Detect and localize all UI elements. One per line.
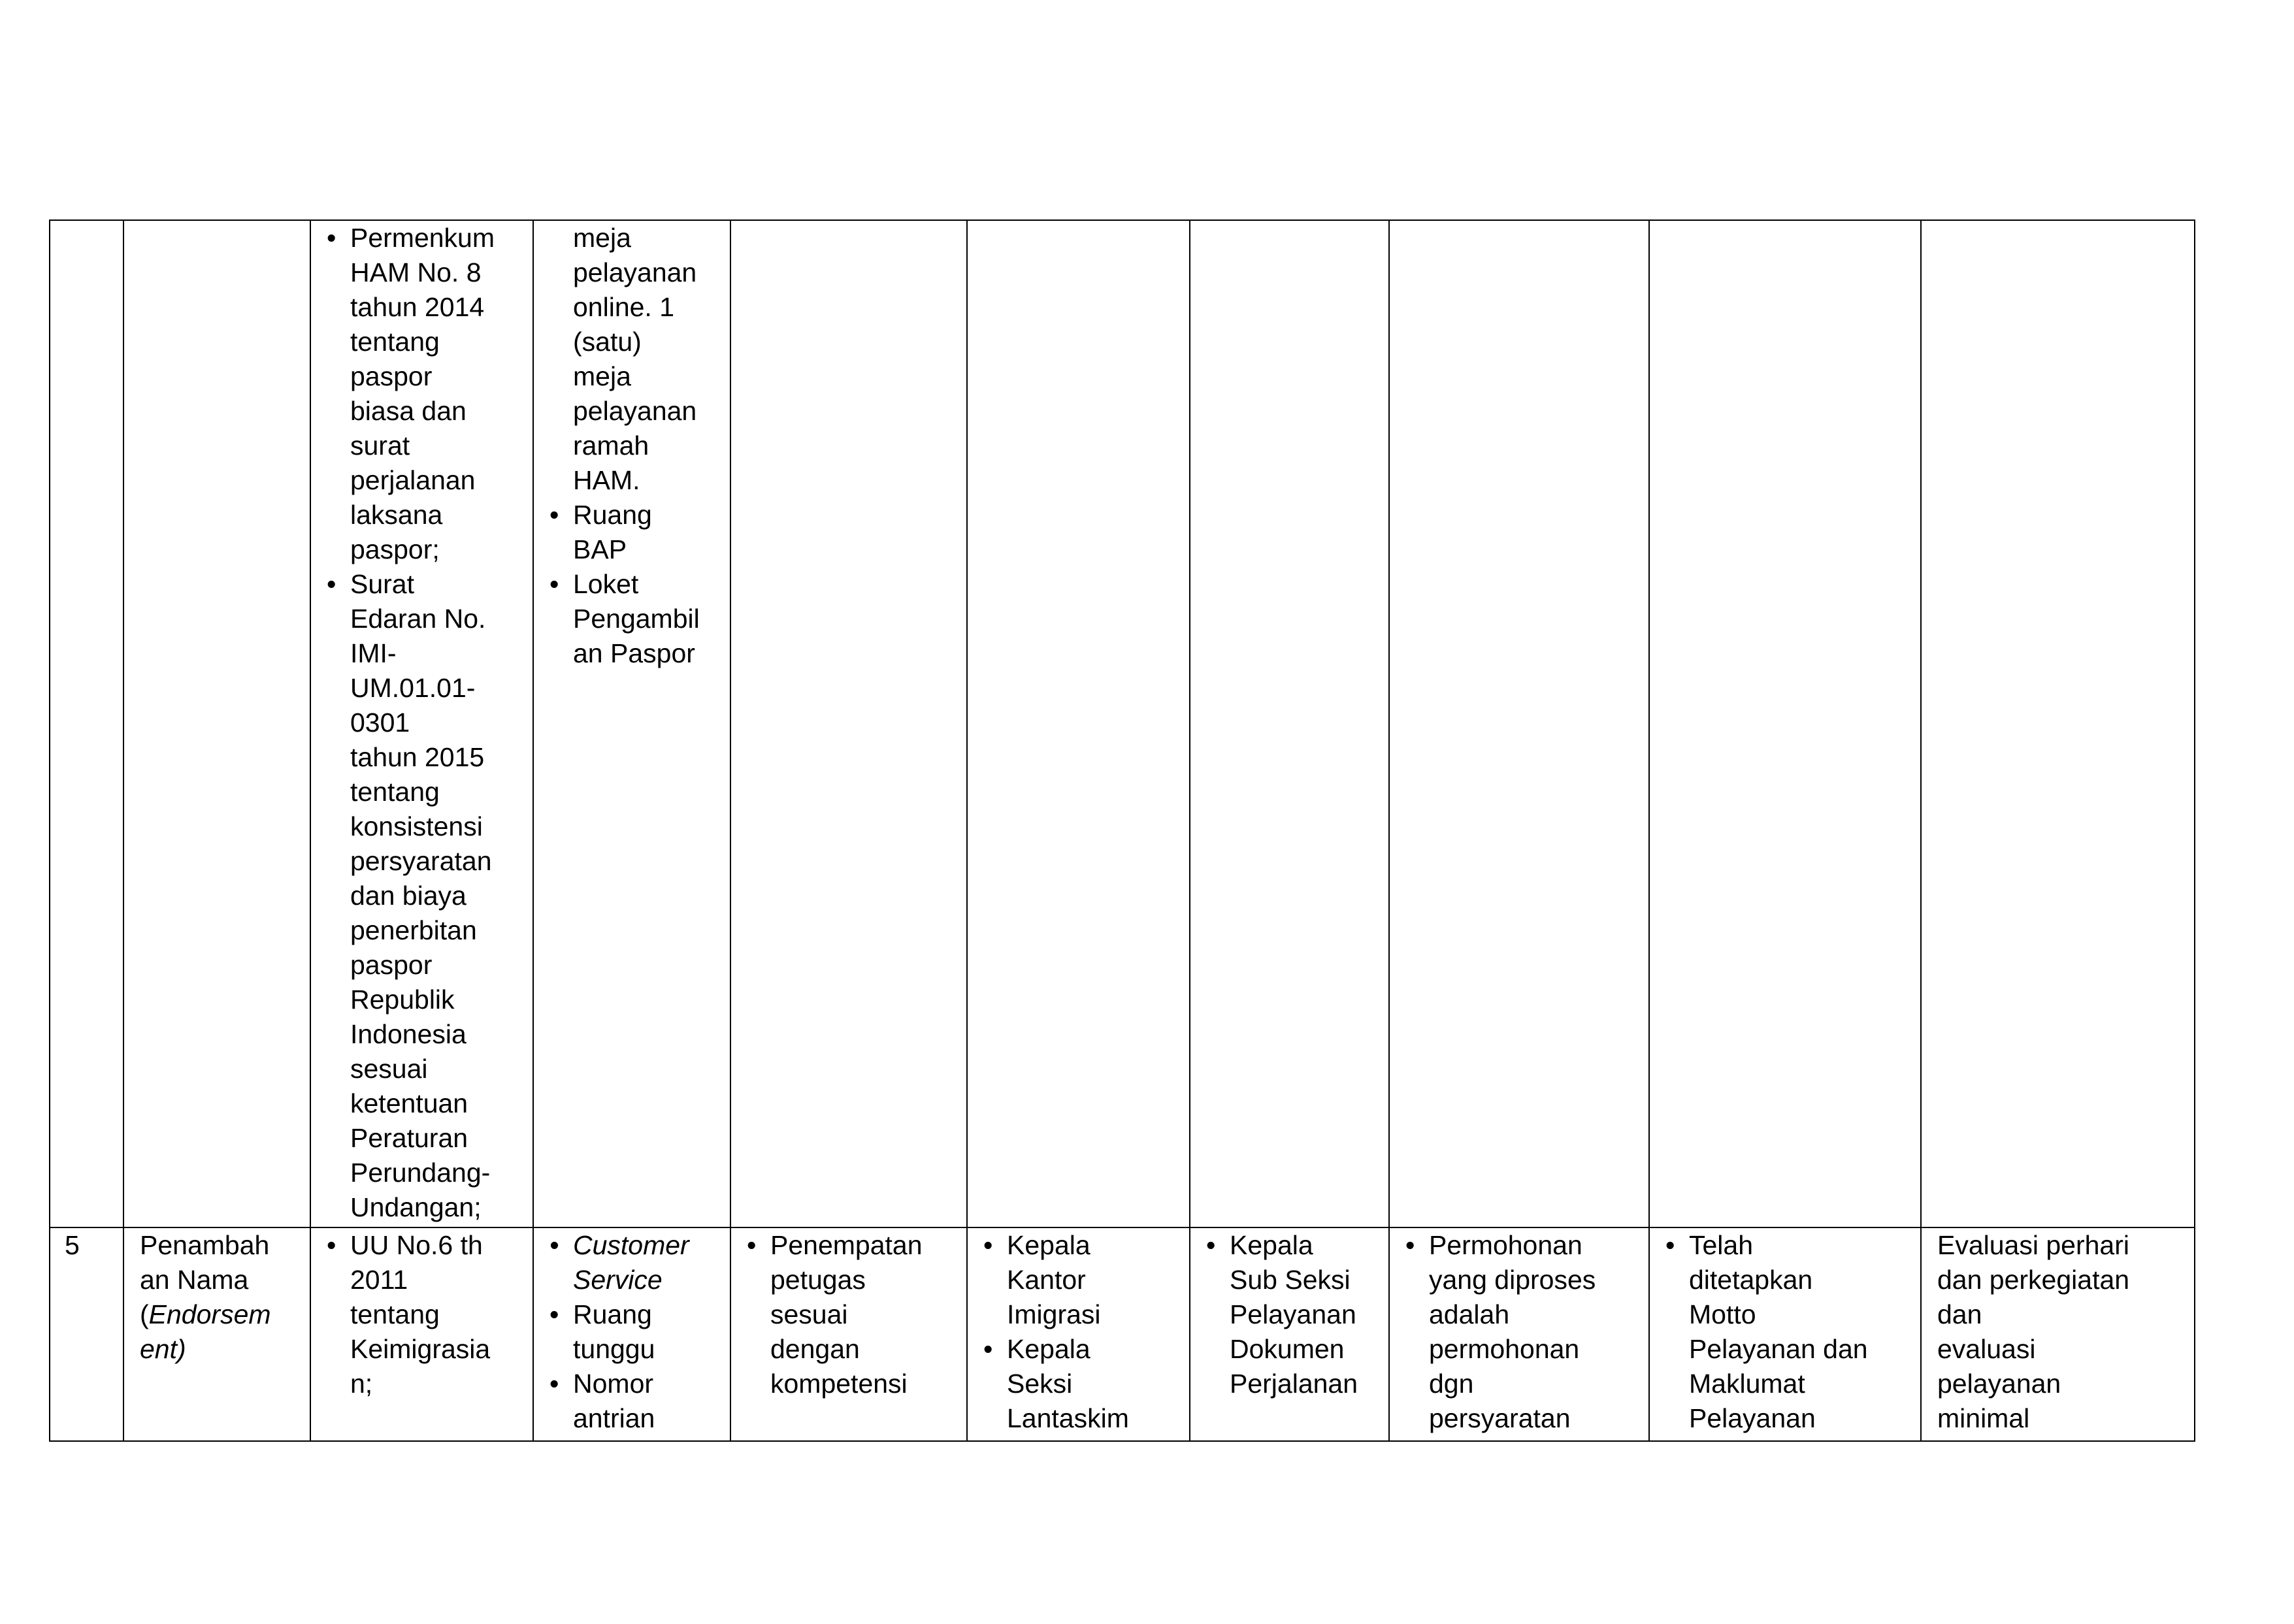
list-item: • Nomor antrian — [549, 1367, 721, 1436]
list-item: • Kepala Sub Seksi Pelayanan Dokumen Perjalanan — [1206, 1228, 1379, 1401]
cell-regulations — [310, 1227, 533, 1441]
cell-staff — [1190, 1227, 1389, 1441]
cell-facilities — [533, 1227, 730, 1441]
cell-competence — [730, 1227, 967, 1441]
cell-number-empty — [50, 220, 123, 1227]
service-standard-table — [49, 219, 2195, 1442]
list-item: • Loket Pengambil an Paspor — [549, 567, 721, 671]
cell-empty — [1649, 220, 1921, 1227]
cell-number — [50, 1227, 123, 1441]
cell-empty — [967, 220, 1190, 1227]
cell-supervision — [967, 1227, 1190, 1441]
list-item: • Kepala Seksi Lantaskim — [983, 1332, 1180, 1436]
cell-service-empty — [123, 220, 310, 1227]
cell-security — [1649, 1227, 1921, 1441]
list-item: • Surat Edaran No. IMI- UM.01.01- 0301 tahun 2015 tentang konsistensi persyaratan dan biaya penerbitan paspor Republik Indonesia sesuai ketentuan Peraturan Perundang- Undangan; — [327, 567, 523, 1225]
evaluation-text: Evaluasi perhari dan perkegiatan dan evaluasi pelayanan minimal — [1937, 1230, 2130, 1433]
service-name: Penambah an Nama ( — [140, 1230, 270, 1329]
list-item: • Permohonan yang diproses adalah permohonan dgn persyaratan — [1405, 1228, 1639, 1436]
cell-regulations — [310, 220, 533, 1227]
cell-facilities — [533, 220, 730, 1227]
cell-empty — [1190, 220, 1389, 1227]
list-item: • Customer Service — [549, 1228, 721, 1297]
cell-empty — [1921, 220, 2195, 1227]
list-item: • Kepala Kantor Imigrasi — [983, 1228, 1180, 1332]
table-row-continued — [50, 220, 2195, 1227]
cell-guarantee — [1389, 1227, 1649, 1441]
cell-evaluation — [1921, 1227, 2195, 1441]
facilities-continuation-text: meja pelayanan online. 1 (satu) meja pelayanan ramah HAM. — [573, 223, 697, 495]
row-number: 5 — [65, 1230, 80, 1260]
cell-empty — [730, 220, 967, 1227]
cell-empty — [1389, 220, 1649, 1227]
service-name-italic: Endorsem ent) — [140, 1299, 271, 1364]
list-item: • Ruang tunggu — [549, 1297, 721, 1367]
cell-service — [123, 1227, 310, 1441]
list-item: • UU No.6 th 2011 tentang Keimigrasia n; — [327, 1228, 523, 1401]
table-row-5 — [50, 1227, 2195, 1441]
list-item: • Permenkum HAM No. 8 tahun 2014 tentang paspor biasa dan surat perjalanan laksana paspor; — [327, 221, 523, 567]
list-item: • Telah ditetapkan Motto Pelayanan dan Maklumat Pelayanan — [1665, 1228, 1911, 1436]
list-item: • Ruang BAP — [549, 498, 721, 567]
list-item: • Penempatan petugas sesuai dengan kompetensi — [747, 1228, 957, 1401]
